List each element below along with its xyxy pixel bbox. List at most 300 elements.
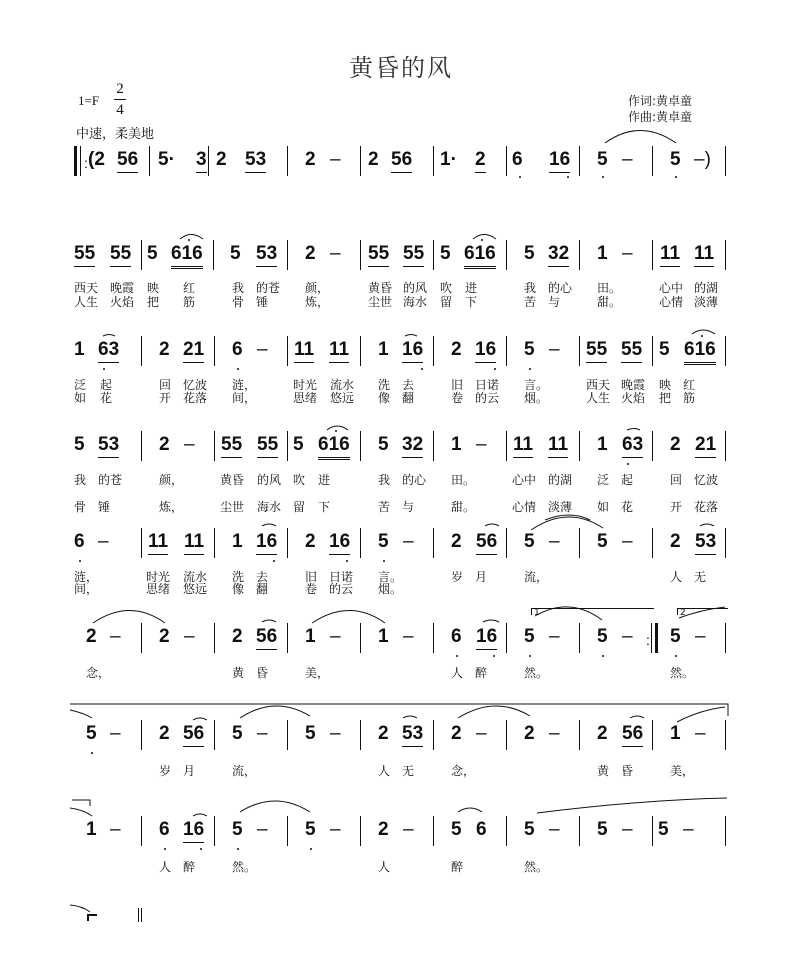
note: 5 bbox=[597, 626, 608, 647]
note: 2 bbox=[86, 626, 97, 647]
note: 16 bbox=[256, 530, 277, 555]
barline bbox=[433, 336, 434, 366]
lyric: 颜， bbox=[305, 281, 330, 295]
note: 5 bbox=[670, 149, 681, 170]
lyric: 泛 bbox=[74, 378, 87, 392]
note: 1 bbox=[597, 243, 608, 264]
barline bbox=[214, 431, 215, 461]
lyric: 忆波 bbox=[183, 378, 208, 392]
lyric: 的风 bbox=[403, 281, 428, 295]
dash: – bbox=[549, 531, 560, 552]
lyric: 把 bbox=[147, 295, 160, 309]
barline bbox=[725, 240, 726, 270]
low-octave-dot bbox=[346, 560, 348, 562]
volta-1: 1 bbox=[531, 608, 654, 615]
note: 2 bbox=[475, 148, 486, 173]
lyric: 岁 bbox=[159, 764, 172, 778]
note: 55 bbox=[586, 338, 607, 363]
note: 6 bbox=[74, 531, 85, 552]
lyric: 田。 bbox=[597, 281, 622, 295]
lyric: 淡薄 bbox=[548, 500, 573, 514]
lyric: 悠远 bbox=[183, 582, 208, 596]
song-title: 黄昏的风 bbox=[349, 54, 453, 82]
note: 5 bbox=[597, 149, 608, 170]
barline bbox=[213, 240, 214, 270]
note: (2 bbox=[88, 149, 105, 170]
repeat-dots: : bbox=[84, 155, 88, 171]
dash: – bbox=[257, 819, 268, 840]
note: 1 bbox=[74, 339, 85, 360]
note: 56 bbox=[476, 530, 497, 555]
lyric: 洗 bbox=[232, 570, 245, 584]
repeat-end-barline bbox=[651, 623, 658, 653]
lyric: 炼， bbox=[159, 500, 184, 514]
dash: – bbox=[622, 149, 633, 170]
lyric: 旧 bbox=[451, 378, 464, 392]
note: 5 bbox=[232, 819, 243, 840]
note: 11 bbox=[294, 338, 314, 363]
lyric: 心中 bbox=[512, 473, 537, 487]
note: 5 bbox=[524, 243, 535, 264]
lyric: 下 bbox=[465, 295, 478, 309]
lyric: 翻 bbox=[256, 582, 269, 596]
lyric: 的云 bbox=[329, 582, 354, 596]
volta-2: 2 bbox=[677, 608, 728, 615]
time-signature bbox=[114, 80, 126, 119]
barline bbox=[652, 240, 653, 270]
barline bbox=[506, 528, 507, 558]
note: 55 bbox=[221, 433, 242, 458]
barline bbox=[214, 336, 215, 366]
lyric: 醉 bbox=[475, 666, 488, 680]
high-octave-dot bbox=[481, 239, 483, 241]
composer: 作曲:黄卓童 bbox=[628, 110, 693, 124]
note: 616 bbox=[171, 242, 203, 269]
note: 5 bbox=[232, 723, 243, 744]
barline bbox=[725, 528, 726, 558]
note: 5 bbox=[658, 819, 669, 840]
lyric: 心中 bbox=[659, 281, 684, 295]
lyric: 苦 bbox=[524, 295, 537, 309]
dash: – bbox=[403, 819, 414, 840]
note: 56 bbox=[183, 722, 204, 747]
barline bbox=[433, 623, 434, 653]
dash: – bbox=[110, 819, 121, 840]
note: 16 bbox=[549, 148, 570, 173]
lyric: 流水 bbox=[183, 570, 208, 584]
note: 616 bbox=[684, 338, 716, 365]
dash: – bbox=[184, 434, 195, 455]
note: 1 bbox=[232, 531, 243, 552]
note: 16 bbox=[329, 530, 350, 555]
lyric: 田。 bbox=[451, 473, 476, 487]
low-octave-dot bbox=[627, 463, 629, 465]
lyric: 的云 bbox=[475, 391, 500, 405]
lyric: 我 bbox=[74, 473, 87, 487]
dash: –) bbox=[694, 149, 711, 170]
dash: – bbox=[330, 243, 341, 264]
barline bbox=[287, 240, 288, 270]
dash: – bbox=[403, 531, 414, 552]
dash: – bbox=[549, 626, 560, 647]
lyric: 美， bbox=[305, 666, 330, 680]
lyric: 然。 bbox=[670, 666, 695, 680]
lyric: 我 bbox=[378, 473, 391, 487]
note: 5 bbox=[293, 434, 304, 455]
repeat-dots: : bbox=[646, 632, 650, 648]
note: 2 bbox=[524, 723, 535, 744]
note: 6 bbox=[159, 819, 170, 840]
note: 32 bbox=[402, 433, 423, 458]
note: 1· bbox=[440, 149, 457, 170]
low-octave-dot bbox=[675, 176, 677, 178]
note: 5 bbox=[305, 723, 316, 744]
note: 55 bbox=[74, 242, 95, 267]
barline bbox=[579, 720, 580, 750]
barline bbox=[360, 623, 361, 653]
note: 6 bbox=[512, 149, 523, 170]
lyric: 锤 bbox=[256, 295, 269, 309]
dash: – bbox=[110, 723, 121, 744]
lyric: 间， bbox=[74, 582, 99, 596]
lyric: 留 bbox=[293, 500, 306, 514]
barline bbox=[360, 146, 361, 176]
lyric: 的心 bbox=[548, 281, 573, 295]
note: 2 bbox=[368, 149, 379, 170]
lyric: 美， bbox=[670, 764, 695, 778]
barline bbox=[214, 816, 215, 846]
barline bbox=[506, 431, 507, 461]
lyric: 西天 bbox=[586, 378, 611, 392]
lyric: 悠远 bbox=[330, 391, 355, 405]
barline bbox=[725, 623, 726, 653]
lyric: 流水 bbox=[330, 378, 355, 392]
dash: – bbox=[549, 819, 560, 840]
lyric: 醉 bbox=[451, 860, 464, 874]
barline bbox=[579, 816, 580, 846]
lyric: 思绪 bbox=[146, 582, 171, 596]
lyric: 回 bbox=[670, 473, 683, 487]
lyric: 甜。 bbox=[597, 295, 622, 309]
dash: – bbox=[476, 723, 487, 744]
barline bbox=[579, 240, 580, 270]
lyric: 锤 bbox=[98, 500, 111, 514]
lyric: 筋 bbox=[183, 295, 196, 309]
lyric: 流， bbox=[524, 570, 549, 584]
lyric: 开 bbox=[670, 500, 683, 514]
note: 5 bbox=[230, 243, 241, 264]
note: 55 bbox=[110, 242, 131, 267]
note: 6 bbox=[476, 819, 487, 840]
lyric: 人 bbox=[451, 666, 464, 680]
barline bbox=[725, 720, 726, 750]
barline bbox=[360, 240, 361, 270]
lyric: 泛 bbox=[597, 473, 610, 487]
dash: – bbox=[330, 819, 341, 840]
lyric: 的湖 bbox=[694, 281, 719, 295]
barline bbox=[506, 146, 507, 176]
lyric: 昏 bbox=[621, 764, 634, 778]
note: 1 bbox=[451, 434, 462, 455]
note: 5 bbox=[524, 626, 535, 647]
lyric: 甜。 bbox=[451, 500, 476, 514]
lyric: 时光 bbox=[293, 378, 318, 392]
note: 2 bbox=[305, 149, 316, 170]
dash: – bbox=[549, 723, 560, 744]
low-octave-dot bbox=[567, 176, 569, 178]
dash: – bbox=[330, 149, 341, 170]
notes-row bbox=[0, 818, 802, 848]
note: 16 bbox=[476, 625, 497, 650]
lyric: 旧 bbox=[305, 570, 318, 584]
note: 63 bbox=[622, 433, 643, 458]
barline bbox=[287, 146, 288, 176]
note: 2 bbox=[216, 149, 227, 170]
high-octave-dot bbox=[188, 239, 190, 241]
low-octave-dot bbox=[421, 368, 423, 370]
barline bbox=[652, 431, 653, 461]
dash: – bbox=[695, 626, 706, 647]
lyric: 烟。 bbox=[524, 391, 549, 405]
note: 56 bbox=[256, 625, 277, 650]
barline bbox=[725, 431, 726, 461]
dash: – bbox=[549, 339, 560, 360]
note: 1 bbox=[86, 819, 97, 840]
note: 2 bbox=[232, 626, 243, 647]
lyric: 晚霞 bbox=[110, 281, 135, 295]
note: 2 bbox=[451, 531, 462, 552]
barline bbox=[579, 146, 580, 176]
barline bbox=[652, 336, 653, 366]
lyric: 的风 bbox=[257, 473, 282, 487]
repeat-start-barline bbox=[74, 146, 81, 176]
note: 21 bbox=[183, 338, 204, 363]
barline bbox=[652, 816, 653, 846]
lyric: 花落 bbox=[183, 391, 208, 405]
lyric: 黄昏 bbox=[368, 281, 393, 295]
note: 5 bbox=[74, 434, 85, 455]
lyric: 与 bbox=[548, 295, 561, 309]
note: 11 bbox=[513, 433, 533, 458]
note: 5 bbox=[597, 819, 608, 840]
notes-row bbox=[0, 722, 802, 752]
lyric: 红 bbox=[683, 378, 696, 392]
note: 6 bbox=[232, 339, 243, 360]
barline bbox=[214, 720, 215, 750]
barline bbox=[360, 336, 361, 366]
lyric: 翻 bbox=[402, 391, 415, 405]
barline bbox=[287, 720, 288, 750]
dash: – bbox=[622, 626, 633, 647]
barline bbox=[141, 816, 142, 846]
lyric: 开 bbox=[159, 391, 172, 405]
note: 21 bbox=[695, 433, 716, 458]
lyric: 晚霞 bbox=[621, 378, 646, 392]
note: 2 bbox=[159, 339, 170, 360]
barline bbox=[506, 623, 507, 653]
barline bbox=[141, 240, 142, 270]
note: 55 bbox=[621, 338, 642, 363]
credits bbox=[628, 93, 692, 125]
dash: – bbox=[98, 531, 109, 552]
lyric: 忆波 bbox=[694, 473, 719, 487]
lyric: 涟， bbox=[232, 378, 257, 392]
low-octave-dot bbox=[494, 368, 496, 370]
slur-arc bbox=[473, 235, 496, 240]
lyric: 如 bbox=[74, 391, 87, 405]
note: 2 bbox=[451, 723, 462, 744]
barline bbox=[141, 623, 142, 653]
note: 11 bbox=[184, 530, 204, 555]
lyric: 醉 bbox=[183, 860, 196, 874]
dash: – bbox=[257, 723, 268, 744]
note: 5 bbox=[378, 531, 389, 552]
lyric: 黄 bbox=[232, 666, 245, 680]
note: 5 bbox=[440, 243, 451, 264]
barline bbox=[287, 623, 288, 653]
notes-row bbox=[0, 242, 802, 272]
barline bbox=[579, 623, 580, 653]
lyric: 留 bbox=[440, 295, 453, 309]
low-octave-dot bbox=[519, 176, 521, 178]
barline bbox=[360, 528, 361, 558]
dash: – bbox=[330, 723, 341, 744]
barline bbox=[433, 240, 434, 270]
note: 2 bbox=[378, 819, 389, 840]
note: 56 bbox=[117, 148, 138, 173]
dash: – bbox=[330, 626, 341, 647]
dash: – bbox=[184, 626, 195, 647]
note: 5 bbox=[524, 819, 535, 840]
note: 53 bbox=[98, 433, 119, 458]
low-octave-dot bbox=[103, 368, 105, 370]
low-octave-dot bbox=[675, 655, 677, 657]
note: 5 bbox=[524, 531, 535, 552]
lyric: 念， bbox=[86, 666, 111, 680]
barline bbox=[652, 146, 653, 176]
lyric: 思绪 bbox=[293, 391, 318, 405]
note: 616 bbox=[318, 433, 350, 460]
note: 5 bbox=[86, 723, 97, 744]
barline bbox=[506, 720, 507, 750]
barline bbox=[579, 431, 580, 461]
note: 5 bbox=[659, 339, 670, 360]
lyric: 的心 bbox=[402, 473, 427, 487]
note: 1 bbox=[670, 723, 681, 744]
note: 63 bbox=[98, 338, 119, 363]
note: 2 bbox=[378, 723, 389, 744]
lyric: 火焰 bbox=[110, 295, 135, 309]
note: 56 bbox=[622, 722, 643, 747]
low-octave-dot bbox=[200, 848, 202, 850]
barline bbox=[433, 528, 434, 558]
note: 1 bbox=[378, 626, 389, 647]
low-octave-dot bbox=[456, 655, 458, 657]
low-octave-dot bbox=[529, 655, 531, 657]
note: 55 bbox=[257, 433, 278, 458]
lyric: 淡薄 bbox=[694, 295, 719, 309]
low-octave-dot bbox=[383, 560, 385, 562]
lyric: 进 bbox=[465, 281, 478, 295]
lyric: 花 bbox=[100, 391, 113, 405]
lyric: 言。 bbox=[378, 570, 403, 584]
end-fragment-mark bbox=[87, 914, 97, 921]
barline bbox=[360, 720, 361, 750]
notes-row bbox=[0, 148, 802, 178]
lyric: 炼， bbox=[305, 295, 330, 309]
low-octave-dot bbox=[310, 848, 312, 850]
lyric: 骨 bbox=[232, 295, 245, 309]
barline bbox=[506, 240, 507, 270]
tie-arc bbox=[605, 131, 676, 144]
lyric: 颜， bbox=[159, 473, 184, 487]
barline bbox=[360, 431, 361, 461]
lyric: 尘世 bbox=[368, 295, 393, 309]
note: 2 bbox=[670, 531, 681, 552]
dash: – bbox=[476, 434, 487, 455]
lyric: 吹 bbox=[440, 281, 453, 295]
lyric: 尘世 bbox=[220, 500, 245, 514]
low-octave-dot bbox=[273, 560, 275, 562]
note: 5 bbox=[305, 819, 316, 840]
dash: – bbox=[695, 723, 706, 744]
barline bbox=[725, 336, 726, 366]
barline bbox=[287, 431, 288, 461]
lyric: 洗 bbox=[378, 378, 391, 392]
lyric: 烟。 bbox=[378, 582, 403, 596]
note: 5 bbox=[597, 531, 608, 552]
lyric: 我 bbox=[232, 281, 245, 295]
lyricist: 作词:黄卓童 bbox=[628, 94, 693, 108]
lyric: 人 bbox=[378, 860, 391, 874]
note: 5 bbox=[524, 339, 535, 360]
note: 2 bbox=[451, 339, 462, 360]
low-octave-dot bbox=[237, 368, 239, 370]
lyric: 心情 bbox=[512, 500, 537, 514]
lyric: 人 bbox=[670, 570, 683, 584]
lyric: 像 bbox=[378, 391, 391, 405]
low-octave-dot bbox=[91, 752, 93, 754]
lyric: 昏 bbox=[256, 666, 269, 680]
final-barline bbox=[138, 908, 142, 922]
low-octave-dot bbox=[602, 176, 604, 178]
lyric: 与 bbox=[402, 500, 415, 514]
note: 1 bbox=[378, 339, 389, 360]
dash: – bbox=[110, 626, 121, 647]
time-signature-bottom: 4 bbox=[116, 102, 124, 118]
dash: – bbox=[403, 626, 414, 647]
note: 5 bbox=[378, 434, 389, 455]
note: 53 bbox=[695, 530, 716, 555]
low-octave-dot bbox=[529, 368, 531, 370]
lyric: 我 bbox=[524, 281, 537, 295]
note: 5· bbox=[158, 149, 175, 170]
barline bbox=[141, 431, 142, 461]
barline bbox=[214, 528, 215, 558]
note: 11 bbox=[329, 338, 349, 363]
lyric: 起 bbox=[621, 473, 634, 487]
note: 1 bbox=[305, 626, 316, 647]
lyric: 然。 bbox=[524, 666, 549, 680]
lyric: 红 bbox=[183, 281, 196, 295]
note: 2 bbox=[670, 434, 681, 455]
lyric: 黄 bbox=[597, 764, 610, 778]
lyric: 言。 bbox=[524, 378, 549, 392]
lyric: 回 bbox=[159, 378, 172, 392]
notes-row bbox=[0, 433, 802, 463]
lyric: 的苍 bbox=[98, 473, 123, 487]
high-octave-dot bbox=[701, 335, 703, 337]
